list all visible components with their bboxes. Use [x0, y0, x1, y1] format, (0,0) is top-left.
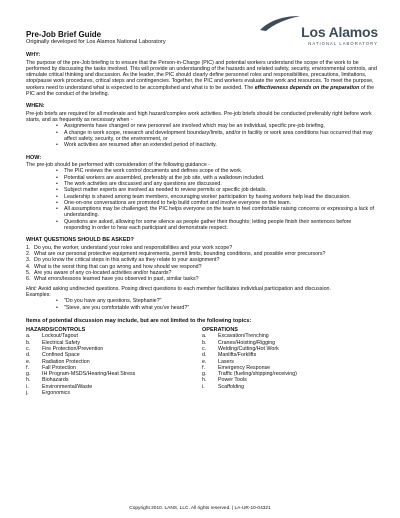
item-letter: g.	[26, 371, 31, 378]
item-text: Confined Space	[42, 352, 80, 359]
operations-list	[202, 333, 378, 390]
question-number: 3.	[26, 257, 31, 264]
item-letter: d.	[202, 352, 207, 359]
item-text: Traffic (fueling/shipping/receiving)	[218, 371, 297, 378]
logo-wordmark: Los Alamos	[301, 24, 378, 40]
operations-heading: OPERATIONS	[202, 327, 238, 334]
logo-subtitle: NATIONAL LABORATORY	[308, 41, 378, 46]
item-text: Excavation/Trenching	[218, 333, 269, 340]
item-letter: f.	[26, 364, 29, 371]
list-item: • Leadership is shared among team members, encouraging worker participation by having workers help lead the discussion.	[64, 194, 378, 200]
item-text: Biohazards	[42, 377, 69, 384]
item-text: Fire Protection/Prevention	[42, 345, 104, 352]
item-text: Emergency Response	[218, 364, 271, 371]
when-list	[26, 123, 378, 148]
question-text: Do you, the worker, understand your roles and responsibilities and your work scope?	[34, 244, 233, 251]
why-paragraph	[26, 60, 378, 98]
list-item	[202, 384, 378, 390]
list-item: • All assumptions may be challenged; the PIC helps everyone on the team to feel comfortable raising concerns or expressing a lack of understanding.	[64, 206, 378, 219]
item-text: Environmental/Waste	[42, 383, 93, 390]
hazards-column	[26, 327, 202, 396]
examples-list	[26, 298, 378, 311]
item-letter: c.	[202, 345, 207, 352]
page-subtitle: Originally developed for Los Alamos National Laboratory	[26, 39, 166, 45]
list-item: • Potential workers are assembled, preferably at the job site, with a walkdown included.	[64, 175, 378, 181]
list-item: • Assignments have changed or new personnel are involved which may be an individual, specific pre-job briefing,	[64, 123, 378, 129]
hazards-heading: HAZARDS/CONTROLS	[26, 327, 86, 334]
item-text: Power Tools	[218, 377, 247, 384]
item-letter: b.	[26, 339, 31, 346]
item-letter: e.	[26, 358, 31, 365]
list-item	[26, 390, 202, 396]
item-text: Cranes/Hoisting/Rigging	[218, 339, 276, 346]
question-text: What are our personal protective equipment requirements, permit limits, bounding conditions, and possible error precursors?	[34, 251, 326, 258]
why-heading: WHY:	[26, 52, 41, 58]
hazards-list	[26, 333, 202, 396]
examples-label: Examples:	[26, 291, 51, 298]
when-intro: Pre-job briefs are required for all moderate and high hazard/complex work activities. Pre-job briefs should be conducted preferably right before work starts, and as frequently as necessary when -	[26, 110, 372, 124]
list-item: • The work activities are discussed and any questions are discussed.	[64, 181, 378, 187]
question-text: What is the worst thing that can go wrong and how should we respond?	[34, 263, 202, 270]
item-text: Lasers	[218, 358, 234, 365]
question-text: Do you know the critical steps in this activity as they relate to your assignment?	[34, 257, 220, 264]
item-letter: a.	[202, 333, 207, 340]
item-text: Fall Protection	[42, 364, 76, 371]
question-number: 4.	[26, 263, 31, 270]
list-item: • A change in work scope, research and development boundary/limits, and/or in facility or work area conditions has occurred that may affect safety, security, or the environment, or	[64, 130, 378, 143]
item-letter: a.	[26, 333, 31, 340]
item-letter: h.	[26, 377, 31, 384]
swoosh-icon	[258, 14, 302, 32]
why-tail: of the PIC and the conduct of the briefing.	[26, 84, 375, 97]
list-item	[26, 276, 378, 282]
question-text: Are you aware of any co-located activities and/or hazards?	[34, 270, 172, 277]
list-item: • Work activities are resumed after an extended period of inactivity.	[64, 142, 378, 148]
item-letter: e.	[202, 358, 207, 365]
list-item: • The PIC reviews the work control documents and defines scope of the work.	[64, 168, 378, 174]
list-item: • Questions are asked, allowing for some silence as people gather their thoughts; letting people finish their sentences before responding in order to hear each participant and demonstrate respect.	[64, 219, 378, 232]
operations-column	[202, 327, 378, 396]
topics-title: Items of potential discussion may include, but are not limited to the following topics:	[26, 317, 252, 324]
hint-paragraph	[26, 286, 378, 292]
item-letter: j.	[26, 390, 29, 397]
page-title: Pre-Job Brief Guide	[26, 30, 102, 39]
list-item: • "Steve, are you comfortable with what you've heard?"	[64, 305, 378, 311]
topics-columns	[26, 327, 378, 396]
hint-label: Hint:	[26, 285, 37, 292]
why-text: The purpose of the pre-Job briefing is to ensure that the Person-in-Charge (PIC) and potential workers understand the scope of the work to be performed by discussing the tasks involved. This will provide an understanding of the hazards and related safety, security, environmental controls, and stimulate critical thinking and discussion. As the leader, the PIC should clearly define personnel roles and responsibilities, precautions, limitations, stop/pause work procedures, critical steps and contingencies. Together, the PIC and workers evaluate the work and resources. To meet the purpose, workers need to understand what is expected to be accomplished and what is to be avoided. The	[26, 59, 377, 91]
questions-list	[26, 245, 378, 283]
question-number: 5.	[26, 270, 31, 277]
lanl-logo	[258, 14, 378, 48]
item-text: IH Program-MSDS/Hearing/Heat Stress	[42, 371, 136, 378]
list-item: • Subject matter experts are involved as needed to review permits or specific job details.	[64, 187, 378, 193]
question-number: 2.	[26, 251, 31, 258]
item-letter: i.	[202, 383, 205, 390]
item-letter: h.	[202, 377, 207, 384]
list-item: • "Do you have any questions, Stephanie?"	[64, 298, 378, 304]
question-number: 1.	[26, 244, 31, 251]
list-item: • One-on-one conversations are promoted to help build comfort and involve everyone on the team.	[64, 200, 378, 206]
item-text: Scaffolding	[218, 383, 245, 390]
questions-heading: WHAT QUESTIONS SHOULD BE ASKED?	[26, 237, 134, 244]
how-intro: The pre-job should be performed with consideration of the following guidance -	[26, 162, 211, 169]
item-letter: b.	[202, 339, 207, 346]
how-list	[26, 168, 378, 231]
when-heading: WHEN:	[26, 103, 45, 110]
item-text: Lockout/Tagout	[42, 333, 78, 340]
question-number: 6.	[26, 276, 31, 283]
item-letter: i.	[26, 383, 29, 390]
item-letter: f.	[202, 364, 205, 371]
item-text: Ergonomics	[42, 390, 70, 397]
item-text: Manlifts/Forklifts	[218, 352, 257, 359]
item-text: Radiation Protection	[42, 358, 90, 365]
item-text: Welding/Cutting/Hot Work	[218, 345, 279, 352]
hint-text: Avoid asking undirected questions. Posing direct questions to each member facilitates individual participation and discussion.	[36, 285, 331, 292]
copyright-footer: Copyright 2010. LANS, LLC. All rights reserved. | LA-UR-10-04321	[129, 506, 271, 511]
question-text: What errors/lessons learned have you observed in past, similar tasks?	[34, 276, 199, 283]
item-text: Electrical Safety	[42, 339, 80, 346]
item-letter: g.	[202, 371, 207, 378]
item-letter: c.	[26, 345, 31, 352]
how-heading: HOW:	[26, 154, 42, 161]
item-letter: d.	[26, 352, 31, 359]
why-emphasis: effectiveness depends on the preparation	[254, 84, 360, 91]
